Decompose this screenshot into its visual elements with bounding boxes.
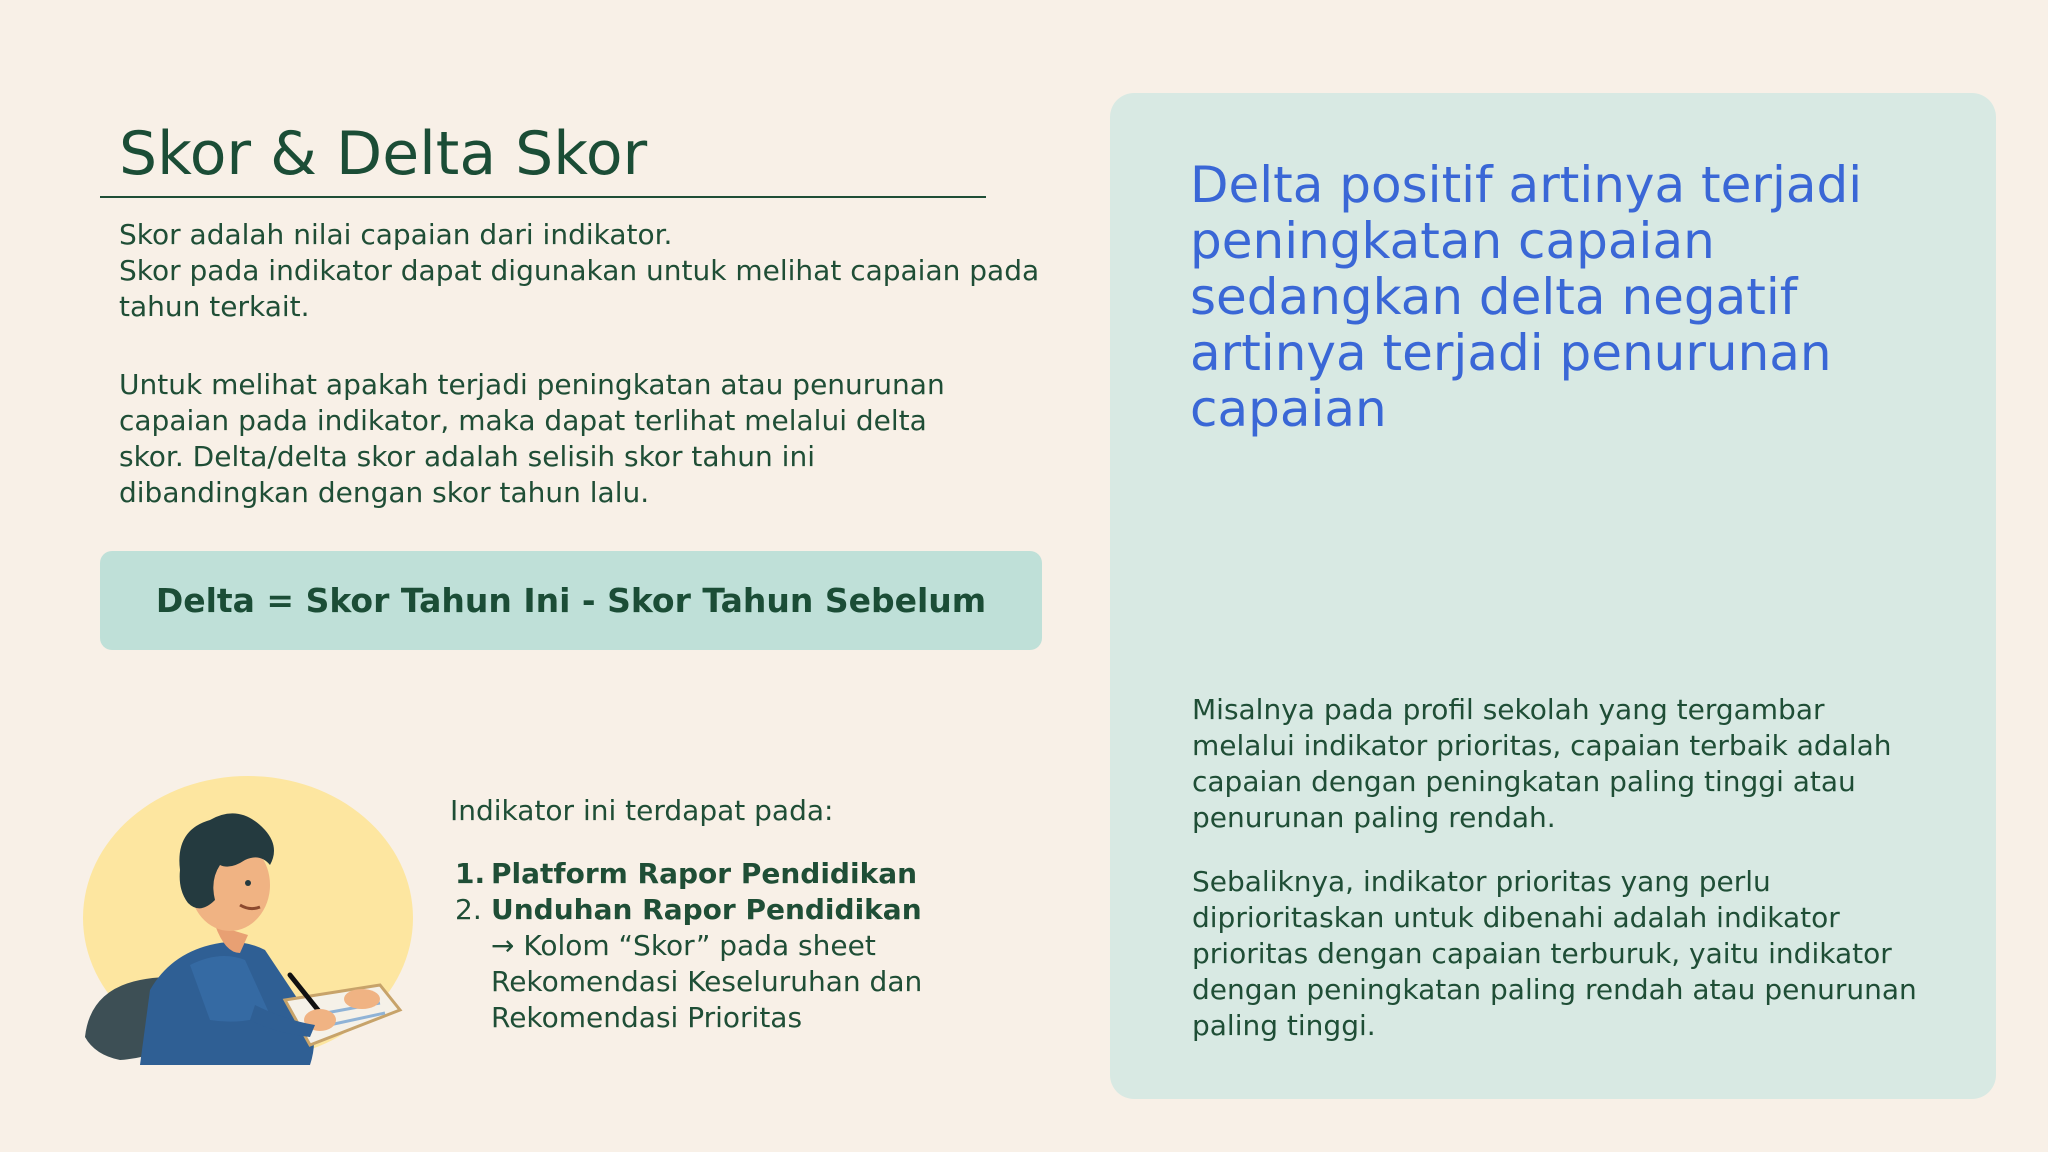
list-sub-line: Rekomendasi Keseluruhan dan	[491, 965, 923, 998]
list-item	[455, 856, 922, 892]
found-in-label: Indikator ini terdapat pada:	[450, 794, 834, 827]
contrast-line: diprioritaskan untuk dibenahi adalah indikator	[1192, 901, 1840, 934]
list-sub-line: → Kolom “Skor” pada sheet	[491, 929, 876, 962]
person-writing-illustration	[80, 775, 420, 1065]
slide-title: Skor & Delta Skor	[119, 119, 648, 189]
delta-definition-paragraph	[119, 367, 979, 511]
highlight-line: capaian	[1190, 380, 1387, 438]
list-item	[455, 892, 922, 928]
score-definition-paragraph	[119, 217, 1059, 325]
delta-formula: Delta = Skor Tahun Ini - Skor Tahun Sebelum	[155, 581, 987, 620]
title-divider	[100, 196, 986, 198]
example-line: melalui indikator prioritas, capaian terbaik adalah	[1192, 729, 1892, 762]
list-item-label: Platform Rapor Pendidikan	[491, 857, 918, 890]
contrast-line: dengan peningkatan paling rendah atau penurunan	[1192, 973, 1917, 1006]
highlight-line: artinya terjadi penurunan	[1190, 324, 1832, 382]
list-sub-line: Rekomendasi Prioritas	[491, 1001, 803, 1034]
list-number: 2.	[455, 893, 482, 926]
contrast-line: Sebaliknya, indikator prioritas yang perlu	[1192, 865, 1771, 898]
delta-definition-line: Untuk melihat apakah terjadi peningkatan atau penurunan	[119, 368, 945, 401]
example-line: penurunan paling rendah.	[1192, 801, 1556, 834]
contrast-line: prioritas dengan capaian terburuk, yaitu indikator	[1192, 937, 1892, 970]
list-number: 1.	[455, 857, 486, 890]
found-in-list	[455, 856, 922, 1036]
highlight-line: Delta positif artinya terjadi	[1190, 156, 1863, 214]
score-definition-line: Skor adalah nilai capaian dari indikator.	[119, 218, 673, 251]
score-definition-line: Skor pada indikator dapat digunakan untuk melihat capaian pada	[119, 254, 1040, 287]
example-paragraph	[1192, 692, 1952, 836]
contrast-line: paling tinggi.	[1192, 1009, 1376, 1042]
highlight-line: peningkatan capaian	[1190, 212, 1715, 270]
delta-definition-line: capaian pada indikator, maka dapat terlihat melalui delta	[119, 404, 927, 437]
score-definition-line: tahun terkait.	[119, 290, 310, 323]
delta-meaning-highlight	[1190, 157, 1910, 437]
highlight-line: sedangkan delta negatif	[1190, 268, 1798, 326]
delta-definition-line: skor. Delta/delta skor adalah selisih skor tahun ini	[119, 440, 815, 473]
example-line: Misalnya pada profil sekolah yang tergambar	[1192, 693, 1825, 726]
delta-formula-box	[100, 551, 1042, 650]
list-item-label: Unduhan Rapor Pendidikan	[491, 893, 922, 926]
example-line: capaian dengan peningkatan paling tinggi atau	[1192, 765, 1856, 798]
contrast-paragraph	[1192, 864, 1952, 1044]
delta-definition-line: dibandingkan dengan skor tahun lalu.	[119, 476, 650, 509]
